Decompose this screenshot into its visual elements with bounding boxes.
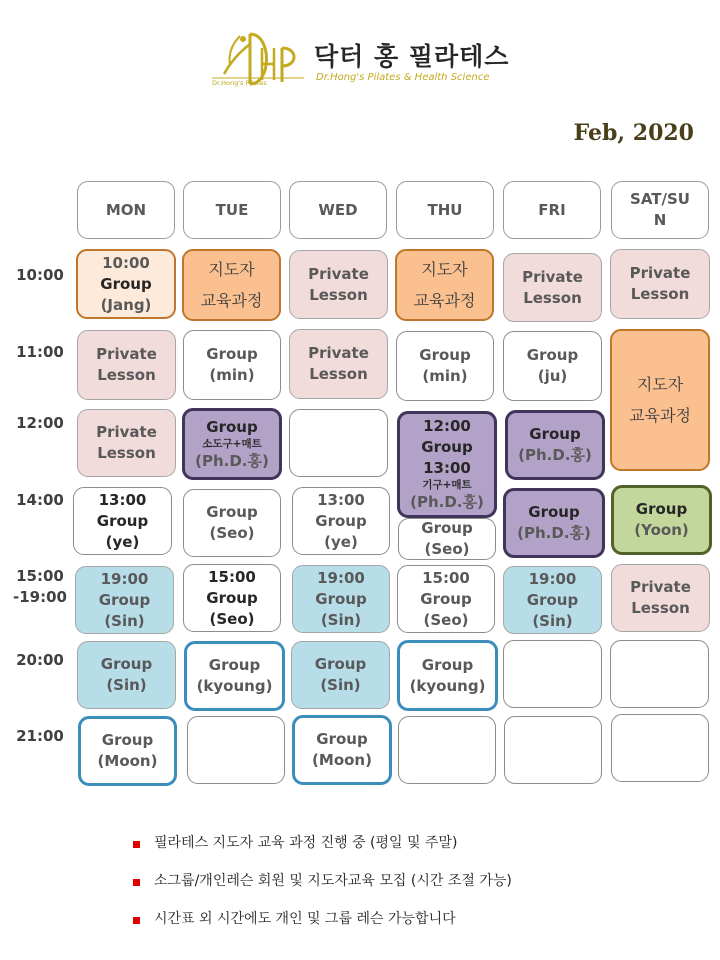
notice-item: 시간표 외 시간에도 개인 및 그룹 레슨 가능합니다	[130, 908, 512, 946]
class-sat-14-group-yoon[interactable]: Group (Yoon)	[611, 485, 712, 555]
class-fri-19-group-sin[interactable]: 19:00 Group (Sin)	[503, 566, 602, 634]
class-thu-15-group-seo[interactable]: 15:00 Group (Seo)	[397, 565, 495, 633]
empty-slot-thu-21	[398, 716, 496, 784]
empty-slot-sat-21	[611, 714, 709, 782]
class-fri-12-group-phd-hong[interactable]: Group (Ph.D.홍)	[505, 410, 605, 480]
red-square-bullet-icon	[133, 879, 140, 886]
class-wed-19-group-sin[interactable]: 19:00 Group (Sin)	[292, 565, 390, 633]
empty-slot-wed-12	[289, 409, 388, 477]
class-sat-10-private-lesson[interactable]: Private Lesson	[610, 249, 710, 319]
time-label-14: 14:00	[16, 491, 64, 509]
time-label-20: 20:00	[16, 651, 64, 669]
class-tue-12-group-phd-hong[interactable]: Group 소도구+매트 (Ph.D.홍)	[182, 408, 282, 480]
red-square-bullet-icon	[133, 917, 140, 924]
class-sat-15-private-lesson[interactable]: Private Lesson	[611, 564, 710, 632]
class-sat-11-instructor-course[interactable]: 지도자 교육과정	[610, 329, 710, 471]
class-wed-13-group-ye[interactable]: 13:00 Group (ye)	[292, 487, 390, 555]
empty-slot-tue-21	[187, 716, 285, 784]
day-header-fri: FRI	[503, 181, 601, 239]
day-header-mon: MON	[77, 181, 175, 239]
notice-list	[130, 832, 512, 946]
day-header-tue: TUE	[183, 181, 281, 239]
time-label-15-19: 15:00 -19:00	[13, 567, 67, 606]
class-thu-14-group-seo[interactable]: Group (Seo)	[398, 518, 496, 560]
class-thu-12-13-group-phd-hong[interactable]: 12:00 Group 13:00 기구+매트 (Ph.D.홍)	[397, 411, 497, 518]
time-label-10: 10:00	[16, 266, 64, 284]
brand-logo	[210, 30, 510, 96]
class-thu-11-group-min[interactable]: Group (min)	[396, 331, 494, 401]
class-tue-11-group-min[interactable]: Group (min)	[183, 330, 281, 400]
class-wed-10-private-lesson[interactable]: Private Lesson	[289, 250, 388, 319]
day-header-thu: THU	[396, 181, 494, 239]
class-mon-11-private-lesson[interactable]: Private Lesson	[77, 330, 176, 400]
class-thu-20-group-kyoung[interactable]: Group (kyoung)	[397, 640, 498, 711]
class-mon-12-private-lesson[interactable]: Private Lesson	[77, 409, 176, 477]
class-wed-21-group-moon[interactable]: Group (Moon)	[292, 715, 392, 785]
class-mon-19-group-sin[interactable]: 19:00 Group (Sin)	[75, 566, 174, 634]
class-tue-10-instructor-course[interactable]: 지도자 교육과정	[182, 249, 281, 321]
day-header-sat-sun: SAT/SU N	[611, 181, 709, 239]
class-fri-11-group-ju[interactable]: Group (ju)	[503, 331, 602, 401]
time-label-21: 21:00	[16, 727, 64, 745]
class-fri-10-private-lesson[interactable]: Private Lesson	[503, 253, 602, 322]
class-tue-15-group-seo[interactable]: 15:00 Group (Seo)	[183, 564, 281, 632]
class-tue-20-group-kyoung[interactable]: Group (kyoung)	[184, 641, 285, 711]
class-wed-11-private-lesson[interactable]: Private Lesson	[289, 329, 388, 399]
month-label: Feb, 2020	[573, 120, 694, 146]
logo-small-text: Dr.Hong's Pilates	[212, 79, 267, 87]
time-label-11: 11:00	[16, 343, 64, 361]
class-wed-20-group-sin[interactable]: Group (Sin)	[291, 641, 390, 709]
class-mon-10-group-jang[interactable]: 10:00 Group (Jang)	[76, 249, 176, 319]
notice-item: 소그룹/개인레슨 회원 및 지도자교육 모집 (시간 조절 가능)	[130, 870, 512, 908]
empty-slot-fri-21	[504, 716, 602, 784]
class-tue-14-group-seo[interactable]: Group (Seo)	[183, 489, 281, 557]
empty-slot-sat-20	[610, 640, 709, 708]
brand-subtitle: Dr.Hong's Pilates & Health Science	[316, 72, 490, 83]
class-mon-20-group-sin[interactable]: Group (Sin)	[77, 641, 176, 709]
red-square-bullet-icon	[133, 841, 140, 848]
class-thu-10-instructor-course[interactable]: 지도자 교육과정	[395, 249, 494, 321]
class-mon-13-group-ye[interactable]: 13:00 Group (ye)	[73, 487, 172, 555]
empty-slot-fri-20	[503, 640, 602, 708]
brand-title: 닥터 홍 필라테스	[314, 42, 510, 71]
day-header-wed: WED	[289, 181, 387, 239]
class-fri-14-group-phd-hong[interactable]: Group (Ph.D.홍)	[503, 488, 605, 558]
notice-item: 필라테스 지도자 교육 과정 진행 중 (평일 및 주말)	[130, 832, 512, 870]
time-label-12: 12:00	[16, 414, 64, 432]
class-mon-21-group-moon[interactable]: Group (Moon)	[78, 716, 177, 786]
